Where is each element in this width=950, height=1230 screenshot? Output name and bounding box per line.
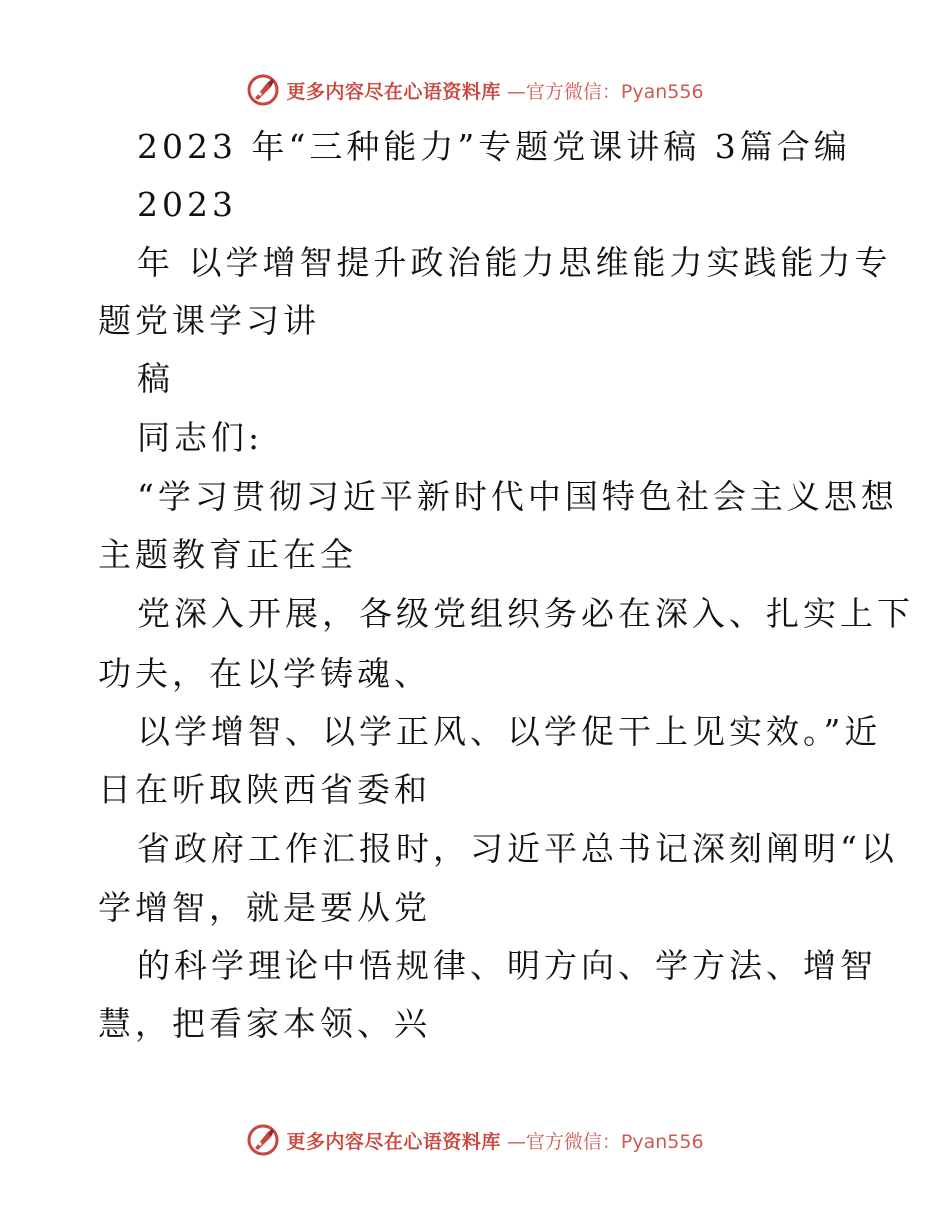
- document-line: 的科学理论中悟规律、明方向、学方法、增智: [137, 946, 877, 985]
- document-salutation: 同志们:: [137, 418, 264, 457]
- document-line: 功夫，在以学铸魂、: [98, 654, 431, 693]
- watermark-text: 更多内容尽在心语资料库: [286, 1130, 501, 1153]
- document-line: 年 以学增智提升政治能力思维能力实践能力专: [137, 243, 892, 282]
- watermark-text: 更多内容尽在心语资料库: [286, 80, 501, 103]
- document-line: 日在听取陕西省委和: [98, 770, 431, 809]
- document-line: 以学增智、以学正风、以学促干上见实效。”近: [137, 712, 882, 751]
- document-line: 党深入开展，各级党组织务必在深入、扎实上下: [137, 594, 914, 633]
- footer-watermark: [0, 1120, 950, 1160]
- document-title: 2023 年“三种能力”专题党课讲稿 3篇合编: [137, 127, 851, 166]
- watermark-contact: —官方微信：Pyan556: [506, 1130, 704, 1153]
- document-line: 2023: [137, 185, 237, 224]
- document-line: 主题教育正在全: [98, 535, 357, 574]
- document-line: 题党课学习讲: [98, 301, 320, 340]
- document-line: 稿: [137, 359, 174, 398]
- document-line: 学增智，就是要从党: [98, 888, 431, 927]
- document-line: 慧，把看家本领、兴: [98, 1004, 431, 1043]
- document-line: “学习贯彻习近平新时代中国特色社会主义思想: [137, 477, 898, 516]
- watermark-contact: —官方微信：Pyan556: [506, 80, 704, 103]
- pen-nib-icon: [246, 1123, 280, 1157]
- document-line: 省政府工作汇报时，习近平总书记深刻阐明“以: [137, 829, 898, 868]
